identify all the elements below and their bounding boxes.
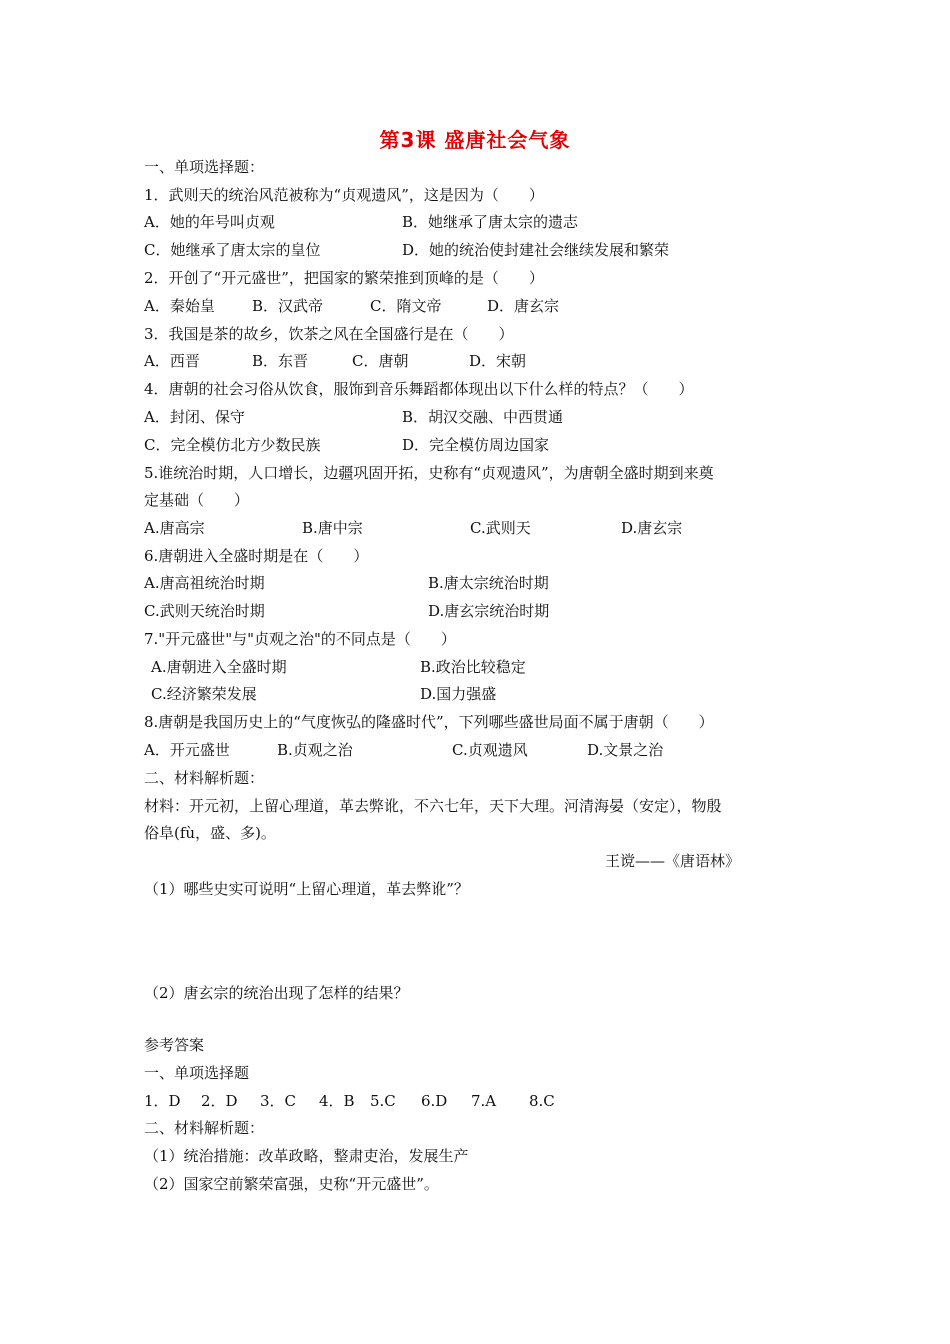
section-heading-material: 二、材料解析题： xyxy=(144,769,265,787)
question-5-stem-line2: 定基础（ ） xyxy=(144,491,250,509)
question-7-stem: 7."开元盛世"与"贞观之治"的不同点是（ ） xyxy=(144,630,456,648)
question-8-option-c: C.贞观遗风 xyxy=(452,741,528,759)
question-8-stem: 8.唐朝是我国历史上的“气度恢弘的隆盛时代”，下列哪些盛世局面不属于唐朝（ ） xyxy=(144,713,714,731)
question-4-option-a: A．封闭、保守 xyxy=(144,408,245,426)
question-5-option-c: C.武则天 xyxy=(470,519,531,537)
question-2-option-c: C．隋文帝 xyxy=(370,297,442,315)
answer-sub-1: （1）统治措施：改革政略，整肃吏治，发展生产 xyxy=(144,1147,469,1165)
answer-item: 4．B xyxy=(319,1092,355,1110)
question-5-option-d: D.唐玄宗 xyxy=(621,519,683,537)
answer-item: 8.C xyxy=(529,1092,555,1110)
question-4-option-b: B．胡汉交融、中西贯通 xyxy=(402,408,564,426)
sub-question-1: （1）哪些史实可说明“上留心理道，革去弊讹”？ xyxy=(144,880,469,898)
question-5-option-b: B.唐中宗 xyxy=(302,519,363,537)
section-heading-choice: 一、单项选择题： xyxy=(144,158,265,176)
answer-item: 7.A xyxy=(471,1092,497,1110)
question-1-option-b: B．她继承了唐太宗的遗志 xyxy=(402,213,579,231)
question-6-option-c: C.武则天统治时期 xyxy=(144,602,265,620)
question-7-option-c: C.经济繁荣发展 xyxy=(151,685,257,703)
question-8-option-a: A．开元盛世 xyxy=(144,741,230,759)
question-1-stem: 1．武则天的统治风范被称为“贞观遗风”，这是因为（ ） xyxy=(144,186,544,204)
question-7-option-a: A.唐朝进入全盛时期 xyxy=(151,658,287,676)
answer-item: 3．C xyxy=(260,1092,297,1110)
question-8-option-b: B.贞观之治 xyxy=(277,741,353,759)
question-5-stem-line1: 5.谁统治时期，人口增长，边疆巩固开拓，史称有“贞观遗风”，为唐朝全盛时期到来奠 xyxy=(144,464,714,482)
question-5-option-a: A.唐高宗 xyxy=(144,519,205,537)
material-source: 王谠——《唐语林》 xyxy=(605,852,741,870)
question-3-option-c: C．唐朝 xyxy=(352,352,409,370)
question-1-option-c: C．她继承了唐太宗的皇位 xyxy=(144,241,321,259)
question-3-option-d: D．宋朝 xyxy=(469,352,527,370)
page-title: 第3课 盛唐社会气象 xyxy=(379,128,571,152)
answers-section2-heading: 二、材料解析题： xyxy=(144,1119,265,1137)
question-6-option-b: B.唐太宗统治时期 xyxy=(428,574,549,592)
question-7-option-b: B.政治比较稳定 xyxy=(420,658,526,676)
answer-item: 1．D xyxy=(144,1092,181,1110)
answer-item: 5.C xyxy=(370,1092,396,1110)
question-3-stem: 3．我国是茶的故乡，饮茶之风在全国盛行是在（ ） xyxy=(144,325,514,343)
answers-heading: 参考答案 xyxy=(144,1036,205,1054)
question-2-stem: 2．开创了“开元盛世”，把国家的繁荣推到顶峰的是（ ） xyxy=(144,269,544,287)
sub-question-2: （2）唐玄宗的统治出现了怎样的结果？ xyxy=(144,984,409,1002)
question-2-option-b: B．汉武帝 xyxy=(252,297,324,315)
question-1-option-d: D．她的统治使封建社会继续发展和繁荣 xyxy=(402,241,670,259)
answer-item: 6.D xyxy=(421,1092,448,1110)
question-6-stem: 6.唐朝进入全盛时期是在（ ） xyxy=(144,547,369,565)
question-2-option-a: A．秦始皇 xyxy=(144,297,215,315)
question-4-option-d: D．完全模仿周边国家 xyxy=(402,436,550,454)
question-6-option-a: A.唐高祖统治时期 xyxy=(144,574,265,592)
answer-item: 2．D xyxy=(201,1092,238,1110)
question-4-stem: 4．唐朝的社会习俗从饮食，服饰到音乐舞蹈都体现出以下什么样的特点？（ ） xyxy=(144,380,694,398)
question-3-option-b: B．东晋 xyxy=(252,352,309,370)
question-6-option-d: D.唐玄宗统治时期 xyxy=(428,602,550,620)
material-text-line2: 俗阜(fù，盛、多)。 xyxy=(144,824,276,842)
question-8-option-d: D.文景之治 xyxy=(587,741,664,759)
question-1-option-a: A．她的年号叫贞观 xyxy=(144,213,275,231)
answers-section1-heading: 一、单项选择题 xyxy=(144,1064,250,1082)
question-4-option-c: C．完全模仿北方少数民族 xyxy=(144,436,321,454)
answer-sub-2: （2）国家空前繁荣富强，史称“开元盛世”。 xyxy=(144,1175,439,1193)
question-7-option-d: D.国力强盛 xyxy=(420,685,497,703)
material-text-line1: 材料：开元初，上留心理道，革去弊讹，不六七年，天下大理。河清海晏（安定），物殷 xyxy=(144,797,722,815)
question-2-option-d: D．唐玄宗 xyxy=(487,297,560,315)
question-3-option-a: A．西晋 xyxy=(144,352,200,370)
